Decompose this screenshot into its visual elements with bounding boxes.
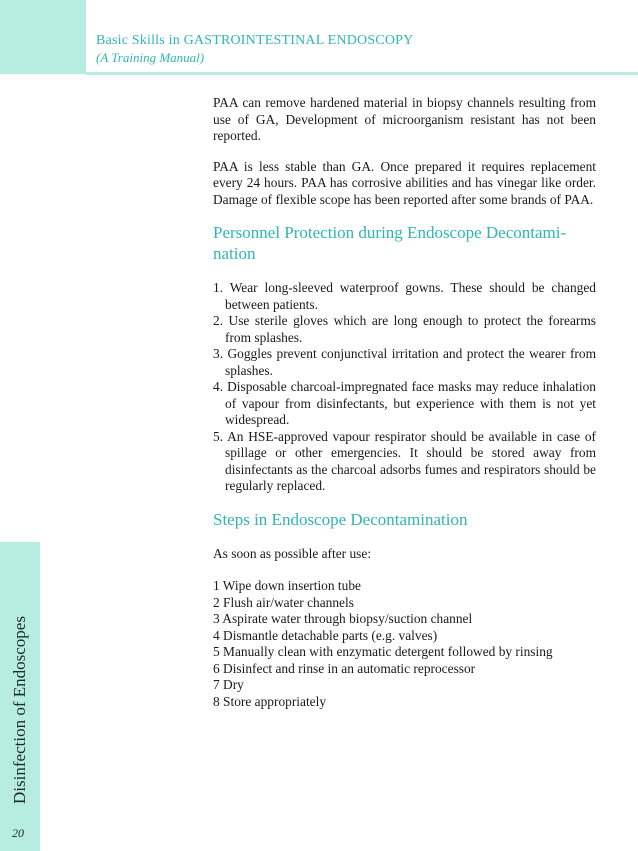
list-item: 5 Manually clean with enzymatic detergent followed by rinsing <box>213 644 553 659</box>
header-corner-block <box>0 0 86 74</box>
paragraph: PAA is less stable than GA. Once prepared it requires replacement every 24 hours. PAA has corrosive abilities and has vinegar like order. Damage of flexible scope has been reported after some brands of PAA. <box>213 158 596 207</box>
page-content <box>213 95 596 710</box>
list-item: 5. An HSE-approved vapour respirator should be available in case of spillage or other emergencies. It should be stored away from disinfectants as the charcoal adsorbs fumes and respirators should be regularly replaced. <box>213 428 596 493</box>
paragraph: PAA can remove hardened material in biopsy channels resulting from use of GA, Development of microorganism resistant has not been reported. <box>213 95 596 143</box>
list-item: 1. Wear long-sleeved waterproof gowns. These should be changed between patients. <box>213 280 596 312</box>
list-item: 2. Use sterile gloves which are long enough to protect the forearms from splashes. <box>213 313 596 345</box>
list-item: 2 Flush air/water channels <box>213 594 354 610</box>
list-item: 6 Disinfect and rinse in an automatic reprocessor <box>213 660 476 676</box>
book-title: Basic Skills in GASTROINTESTINAL ENDOSCOPY <box>96 33 414 48</box>
list-item: 8 Store appropriately <box>213 693 327 709</box>
list-item: 3. Goggles prevent conjunctival irritation and protect the wearer from splashes. <box>213 346 596 378</box>
steps-intro: As soon as possible after use: <box>213 545 372 561</box>
book-subtitle: (A Training Manual) <box>96 50 205 65</box>
list-item: 3 Aspirate water through biopsy/suction channel <box>213 611 473 626</box>
chapter-side-label: Disinfection of Endoscopes <box>10 616 29 804</box>
list-item: 4 Dismantle detachable parts (e.g. valves) <box>213 627 438 643</box>
header-rule <box>86 72 638 75</box>
list-item: 7 Dry <box>213 677 244 692</box>
list-item: 1 Wipe down insertion tube <box>213 578 361 593</box>
protection-list <box>213 280 596 495</box>
section-heading-protection: Personnel Protection during Endoscope Decontami-nation <box>213 223 567 263</box>
section-heading-steps: Steps in Endoscope Decontamination <box>213 509 468 529</box>
steps-list <box>213 578 596 710</box>
list-item: 4. Disposable charcoal-impregnated face masks may reduce inhalation of vapour from disinfectants, but experience with them is not yet widespread. <box>213 379 596 427</box>
page-number: 20 <box>12 826 24 840</box>
